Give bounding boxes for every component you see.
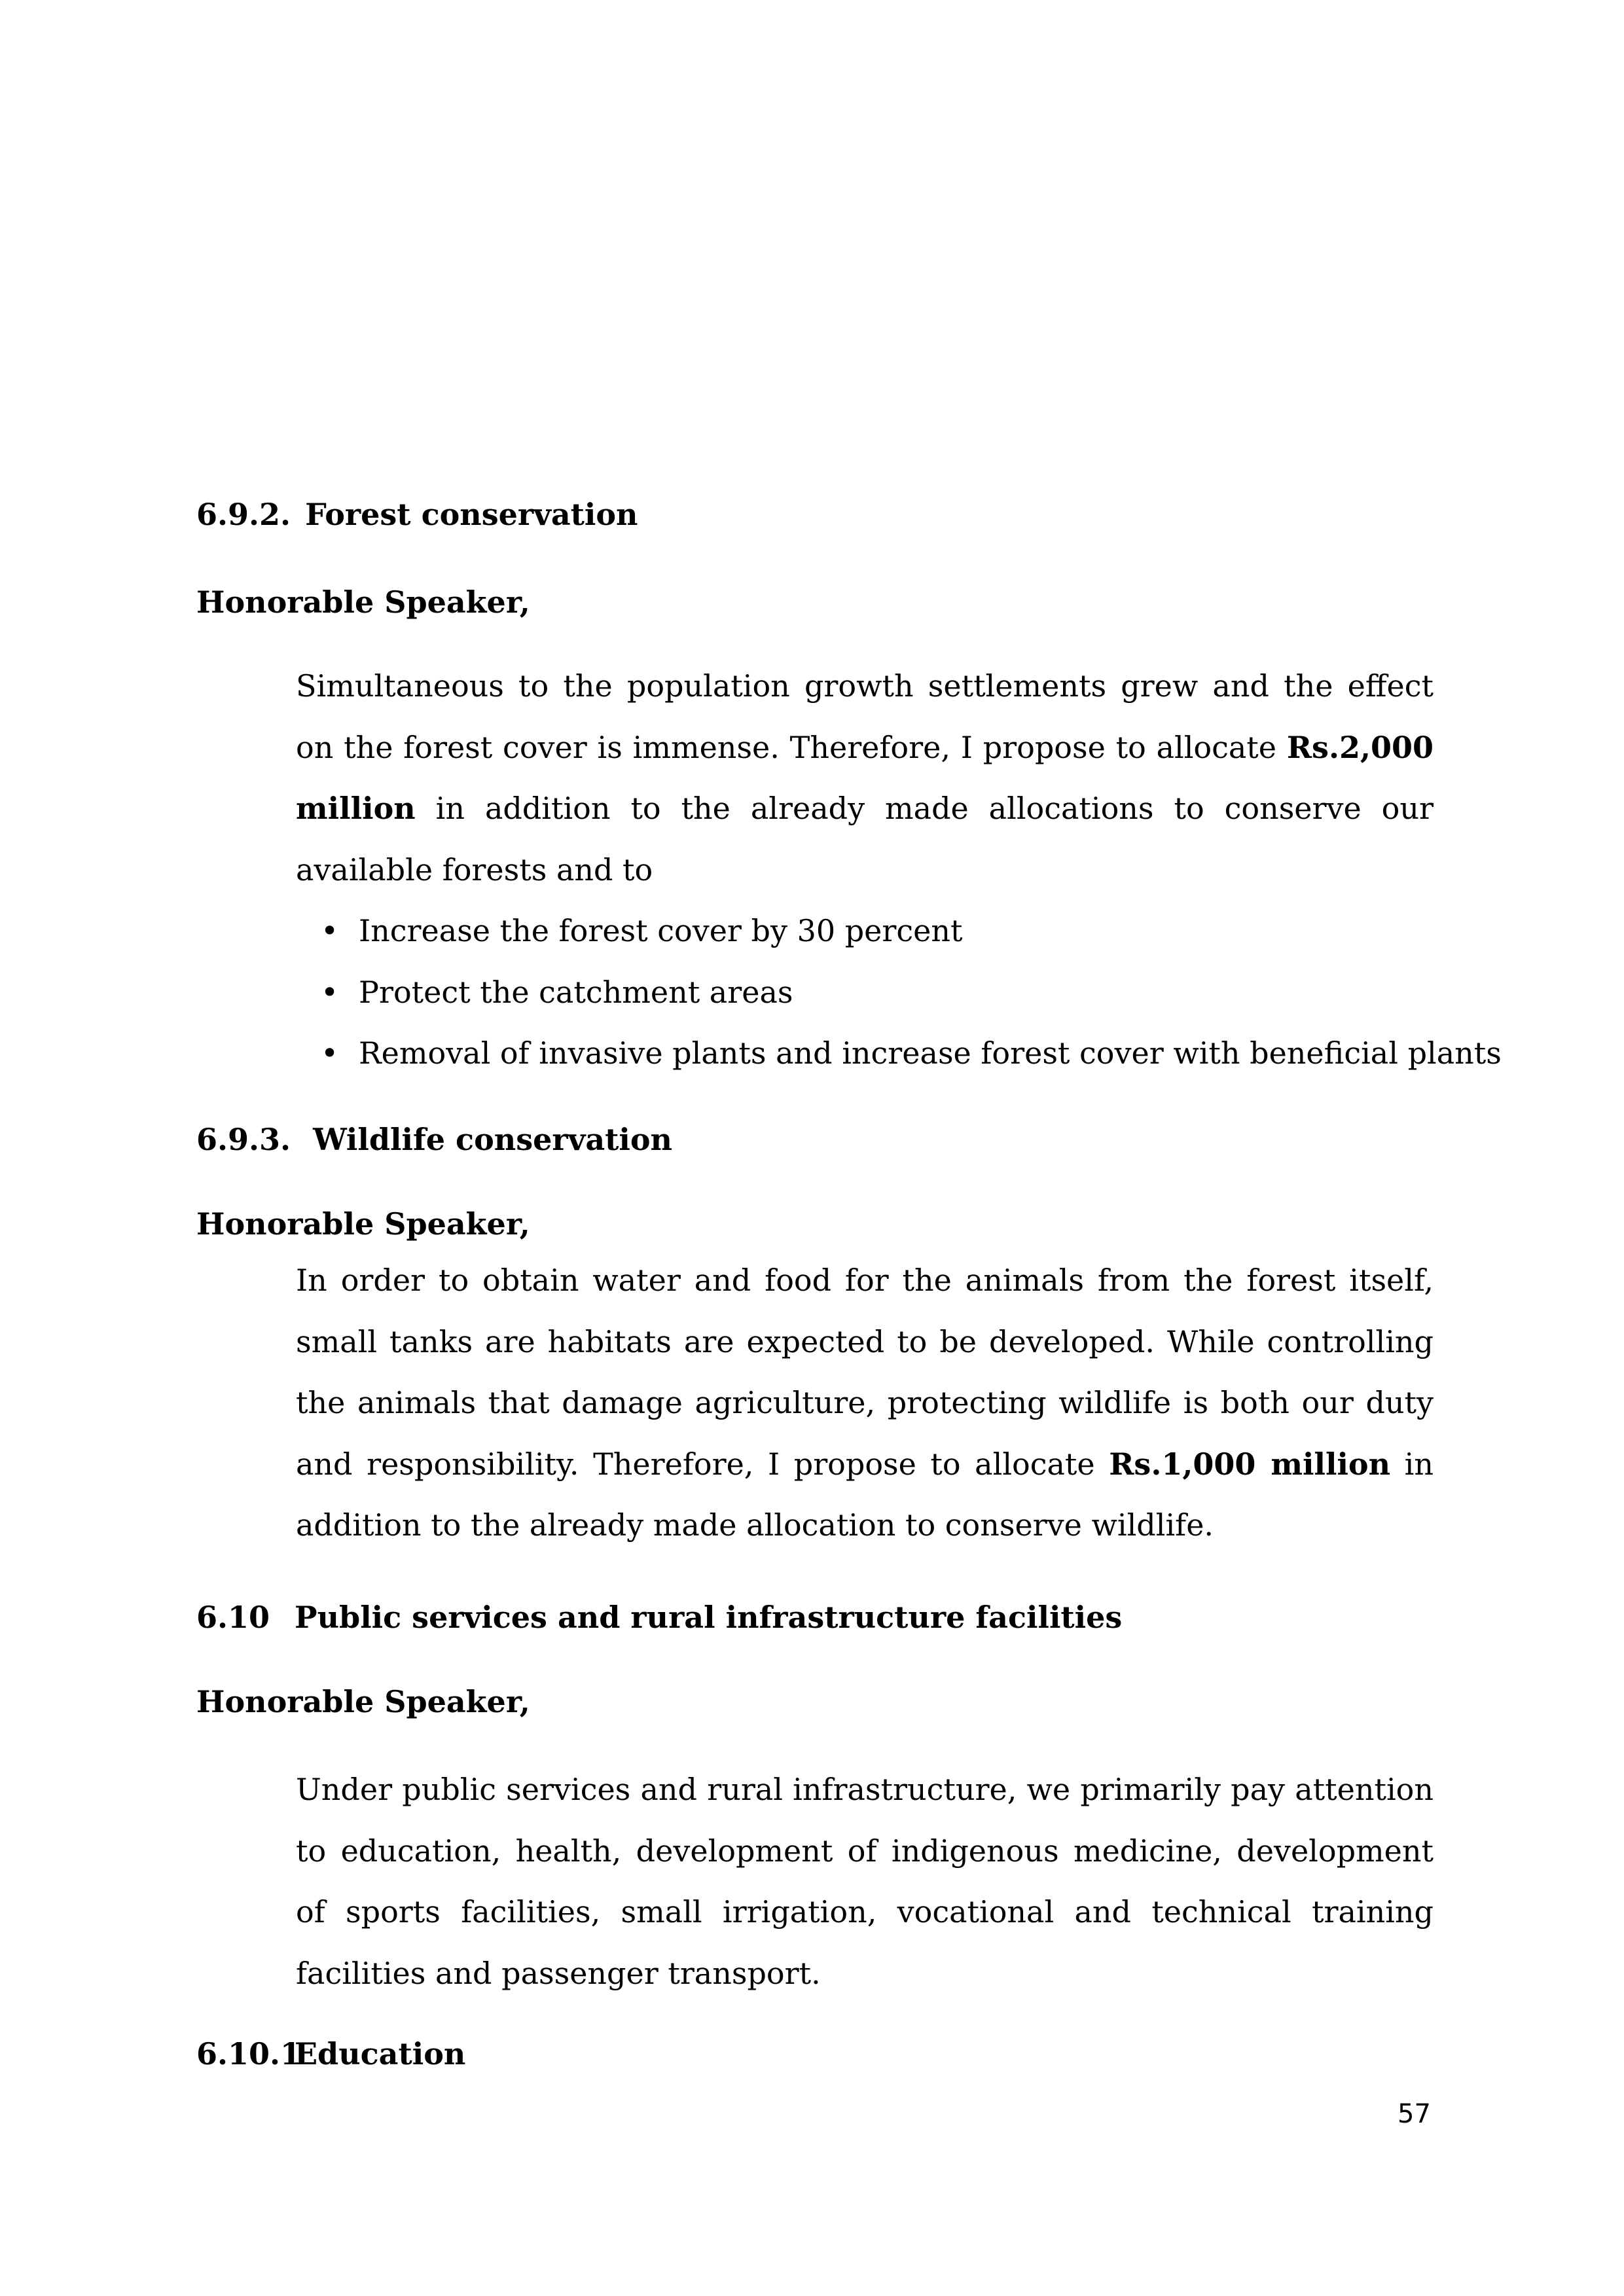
- forest-goals-list: [321, 901, 1502, 1085]
- section-number: 6.9.2.: [196, 497, 291, 532]
- section-heading-forest-conservation: [196, 495, 638, 534]
- section-title: Education: [295, 2036, 466, 2072]
- list-item-text: Removal of invasive plants and increase forest cover with beneficial plants: [359, 1035, 1502, 1071]
- section-title: Wildlife conservation: [313, 1122, 672, 1157]
- forest-paragraph: [296, 656, 1434, 901]
- paragraph-text: in addition to the already made allocation to conserve wildlife.: [296, 1446, 1434, 1543]
- list-item: [321, 962, 1447, 1024]
- allocation-amount: Rs.2,000 million: [296, 729, 1434, 826]
- wildlife-paragraph: [296, 1250, 1434, 1556]
- section-title: Public services and rural infrastructure facilities: [295, 1600, 1123, 1635]
- paragraph-text: In order to obtain water and food for the animals from the forest itself, small tanks are habitats are expected to be developed. While controlling the animals that damage agriculture, protecting wildlife is both our duty and responsibility. Therefore, I propose to allocate: [296, 1263, 1434, 1482]
- list-item-text: Increase the forest cover by 30 percent: [359, 913, 963, 948]
- salutation: Honorable Speaker,: [196, 584, 530, 620]
- bullet-icon: •: [321, 1035, 339, 1071]
- bullet-icon: •: [321, 974, 339, 1010]
- section-heading-public-services: [196, 1598, 1123, 1637]
- public-services-paragraph: Under public services and rural infrastructure, we primarily pay attention to education, health, development of indigenous medicine, development of sports facilities, small irrigation, vocational and technical training facilities and passenger transport.: [296, 1772, 1434, 1991]
- paragraph-text: Simultaneous to the population growth settlements grew and the effect on the forest cover is immense. Therefore, I propose to allocate: [296, 668, 1434, 765]
- section-number: 6.10: [196, 1600, 270, 1635]
- list-item: [321, 1023, 1502, 1085]
- list-item: [321, 901, 1447, 962]
- section-heading-wildlife-conservation: [196, 1120, 672, 1159]
- allocation-amount: Rs.1,000 million: [1109, 1446, 1391, 1482]
- bullet-icon: •: [321, 913, 339, 948]
- section-heading-education: [196, 2034, 466, 2073]
- section-number: 6.10.1: [196, 2036, 302, 2072]
- salutation: Honorable Speaker,: [196, 1206, 530, 1242]
- page-number: 57: [1398, 2099, 1431, 2129]
- paragraph-text: in addition to the already made allocations to conserve our available forests and to: [296, 791, 1434, 888]
- list-item-text: Protect the catchment areas: [359, 974, 793, 1010]
- section-title: Forest conservation: [305, 497, 638, 532]
- section-number: 6.9.3.: [196, 1122, 291, 1157]
- salutation: Honorable Speaker,: [196, 1684, 530, 1719]
